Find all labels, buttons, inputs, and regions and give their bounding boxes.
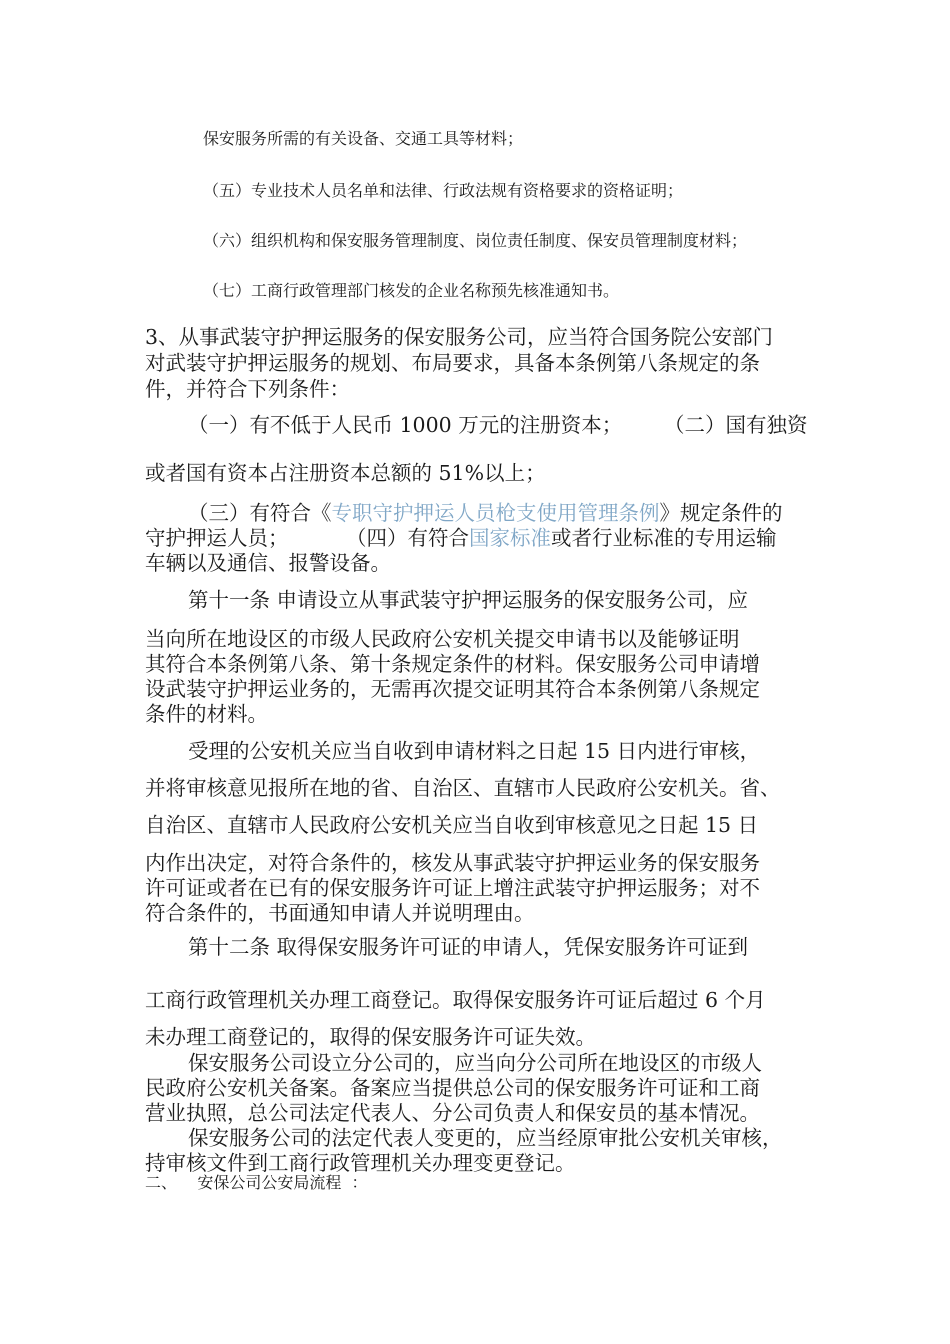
article12-p2-line3: 营业执照，总公司法定代表人、分公司负责人和保安员的基本情况。 <box>145 1101 760 1125</box>
article11-p2-line5: 许可证或者在已有的保安服务许可证上增注武装守护押运服务；对不 <box>145 876 760 900</box>
article11-p2-line1: 受理的公安机关应当自收到申请材料之日起 15 日内进行审核， <box>188 739 761 763</box>
article11-p2-line2: 并将审核意见报所在地的省、自治区、直辖市人民政府公安机关。省、 <box>145 776 781 800</box>
condition-four-prefix: （四）有符合 <box>346 526 469 550</box>
condition-four <box>346 521 777 551</box>
list-item-seven: （七）工商行政管理部门核发的企业名称预先核准通知书。 <box>203 281 620 300</box>
article11-p2-line6: 符合条件的，书面通知申请人并说明理由。 <box>145 901 535 925</box>
condition-one: （一）有不低于人民币 1000 万元的注册资本； <box>188 413 623 437</box>
article12-p2-line2: 民政府公安机关备案。备案应当提供总公司的保安服务许可证和工商 <box>145 1076 760 1100</box>
condition-four-end: 车辆以及通信、报警设备。 <box>145 551 391 575</box>
list-item-five: （五）专业技术人员名单和法律、行政法规有资格要求的资格证明； <box>203 181 684 200</box>
condition-three-suffix: 》规定条件的 <box>659 501 783 525</box>
section3-line1: 3、从事武装守护押运服务的保安服务公司，应当符合国务院公安部门 <box>145 325 774 349</box>
regulation-link[interactable]: 专职守护押运人员枪支使用管理条例 <box>331 501 660 525</box>
list-item-six: （六）组织机构和保安服务管理制度、岗位责任制度、保安员管理制度材料； <box>203 231 748 250</box>
article12-p3-line2: 持审核文件到工商行政管理机关办理变更登记。 <box>145 1151 576 1175</box>
section3-line3: 件，并符合下列条件： <box>145 377 350 401</box>
article11-line2: 当向所在地设区的市级人民政府公安机关提交申请书以及能够证明 <box>145 627 740 651</box>
condition-two-start: （二）国有独资 <box>664 413 808 437</box>
article11-line5: 条件的材料。 <box>145 702 268 726</box>
article11-p2-line4: 内作出决定，对符合条件的，核发从事武装守护押运业务的保安服务 <box>145 851 760 875</box>
condition-three-end: 守护押运人员； <box>145 526 289 550</box>
article12-line2: 工商行政管理机关办理工商登记。取得保安服务许可证后超过 6 个月 <box>145 988 766 1012</box>
condition-three-prefix: （三）有符合《 <box>188 501 332 525</box>
article12-line1: 第十二条 取得保安服务许可证的申请人，凭保安服务许可证到 <box>188 935 749 959</box>
condition-four-suffix: 或者行业标准的专用运输 <box>551 526 777 550</box>
article11-line3: 其符合本条例第八条、第十条规定条件的材料。保安服务公司申请增 <box>145 652 760 676</box>
article12-p2-line1: 保安服务公司设立分公司的，应当向分公司所在地设区的市级人 <box>188 1051 762 1075</box>
condition-two-end: 或者国有资本占注册资本总额的 51%以上； <box>145 461 546 485</box>
article11-line4: 设武装守护押运业务的，无需再次提交证明其符合本条例第八条规定 <box>145 677 760 701</box>
list-item-materials: 保安服务所需的有关设备、交通工具等材料； <box>203 129 524 148</box>
article12-line3: 未办理工商登记的，取得的保安服务许可证失效。 <box>145 1025 596 1049</box>
national-standard-link[interactable]: 国家标准 <box>469 526 551 550</box>
article11-p2-line3: 自治区、直辖市人民政府公安机关应当自收到审核意见之日起 15 日 <box>145 813 759 837</box>
section3-line2: 对武装守护押运服务的规划、布局要求，具备本条例第八条规定的条 <box>145 351 760 375</box>
article11-line1: 第十一条 申请设立从事武装守护押运服务的保安服务公司，应 <box>188 588 749 612</box>
article12-p3-line1: 保安服务公司的法定代表人变更的，应当经原审批公安机关审核， <box>188 1126 783 1150</box>
section-heading: 二、 安保公司公安局流程 ： <box>145 1173 368 1192</box>
